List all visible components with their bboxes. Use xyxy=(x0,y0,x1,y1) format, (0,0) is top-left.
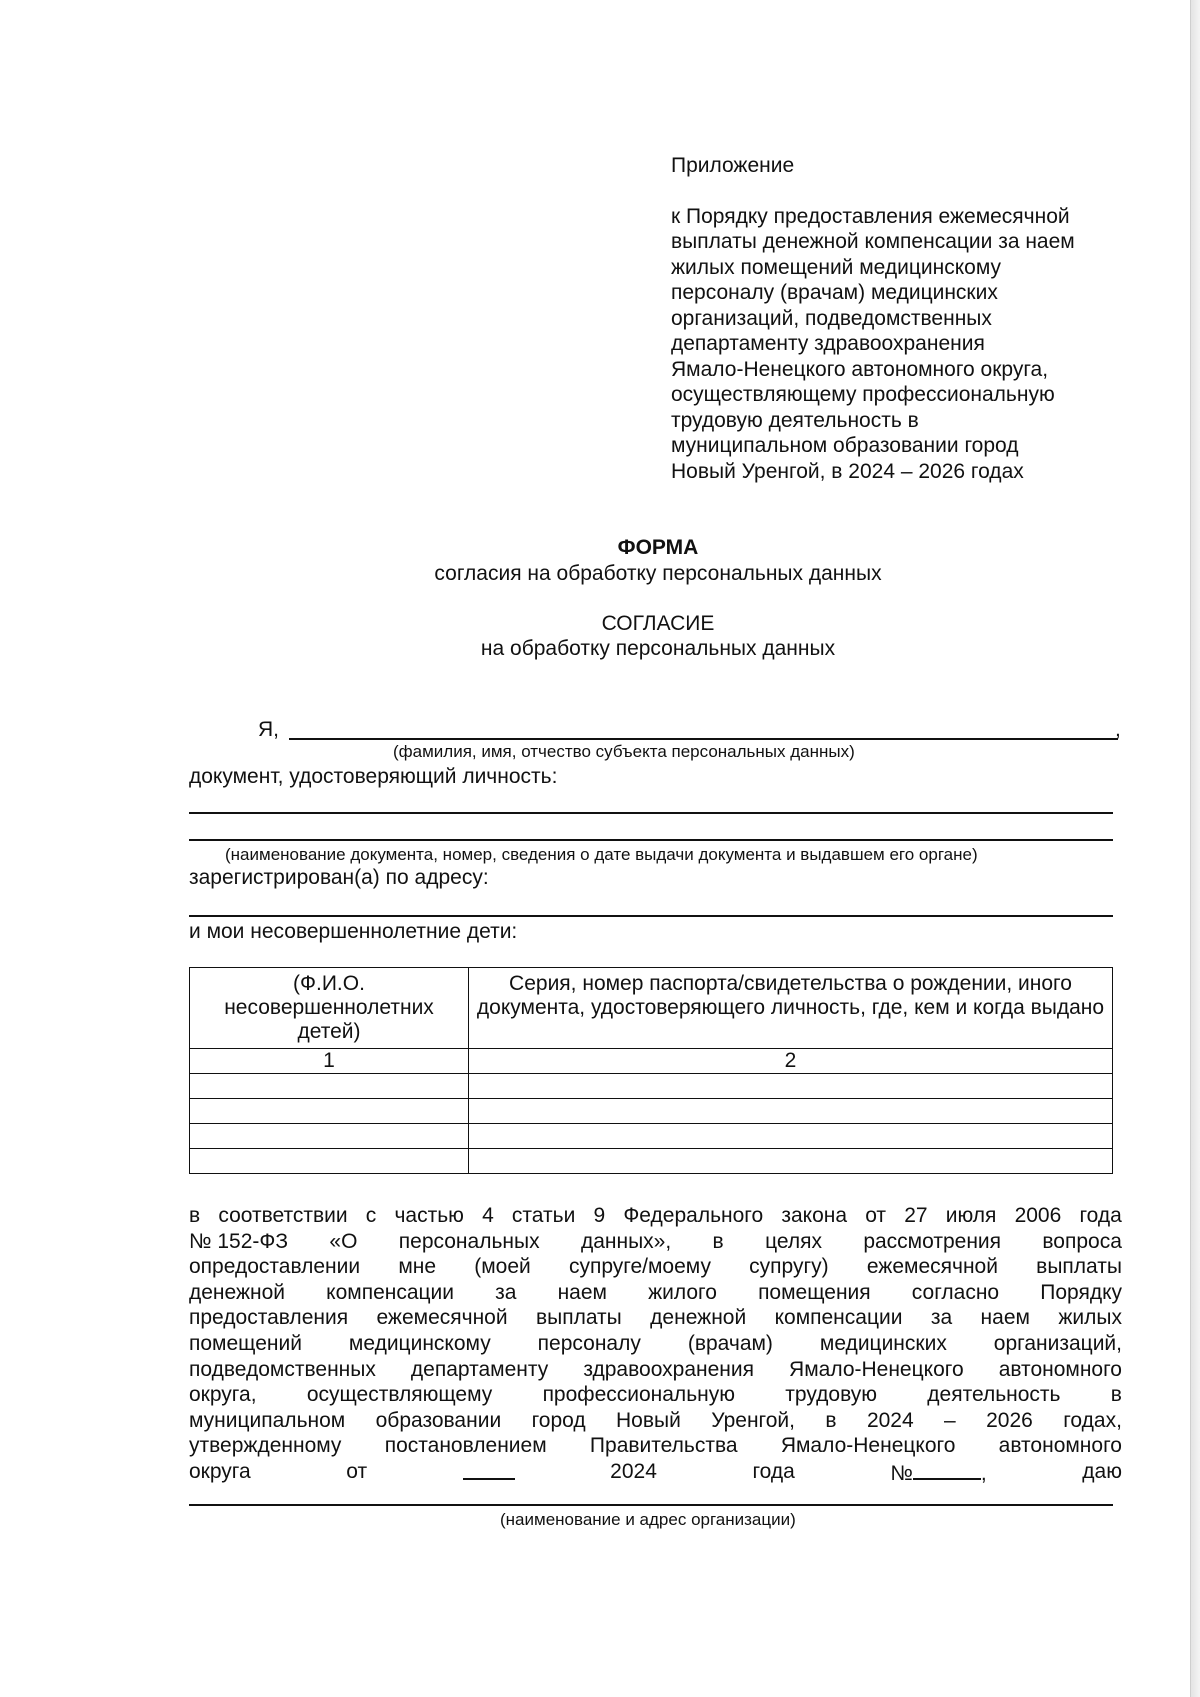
paragraph-word: 4 xyxy=(482,1204,494,1227)
paragraph-word: года xyxy=(1079,1204,1122,1227)
paragraph-word: от xyxy=(865,1204,887,1227)
paragraph-word: здравоохранения xyxy=(583,1357,754,1381)
paragraph-word: деятельность xyxy=(927,1383,1061,1407)
paragraph-line xyxy=(189,1408,1122,1434)
paragraph-word: годах, xyxy=(1063,1408,1122,1432)
paragraph-word: соответствии xyxy=(218,1204,348,1227)
paragraph-word: ежемесячной xyxy=(376,1306,508,1330)
document-field-line-1[interactable] xyxy=(189,812,1113,814)
appendix-text xyxy=(671,204,1141,485)
paragraph-word: персоналу xyxy=(537,1331,641,1355)
paragraph-word: 2024 xyxy=(610,1459,657,1483)
table-cell[interactable] xyxy=(469,1074,1113,1099)
paragraph-word: ежемесячной xyxy=(866,1255,998,1279)
paragraph-word: мне xyxy=(398,1255,437,1279)
paragraph-word: Порядку xyxy=(1040,1280,1122,1304)
paragraph-word: подведомственных xyxy=(189,1357,376,1381)
paragraph-word: Правительства xyxy=(589,1434,738,1458)
table-number-col1: 1 xyxy=(190,1049,469,1074)
form-subtitle: согласия на обработку персональных данных xyxy=(434,562,882,585)
paragraph-word: рассмотрения xyxy=(863,1229,1002,1253)
appendix-block xyxy=(671,153,1141,484)
paragraph-word: округа xyxy=(189,1459,251,1483)
document-field-line-2[interactable] xyxy=(189,839,1113,841)
consent-paragraph xyxy=(189,1203,1122,1487)
organization-caption: (наименование и адрес организации) xyxy=(500,1510,796,1529)
paragraph-word: июля xyxy=(945,1204,997,1227)
paragraph-word: персональных xyxy=(398,1229,540,1253)
paragraph-word: данных», xyxy=(580,1229,672,1253)
paragraph-word: согласно xyxy=(911,1280,1000,1304)
appendix-line: муниципальном образовании город xyxy=(671,434,1019,457)
paragraph-word: (моей xyxy=(474,1255,531,1279)
table-header-col1: (Ф.И.О. несовершеннолетних детей) xyxy=(190,968,469,1049)
table-cell[interactable] xyxy=(190,1099,469,1124)
paragraph-word: трудовую xyxy=(785,1383,878,1407)
page-edge xyxy=(1190,0,1200,1697)
paragraph-word: закона xyxy=(781,1204,848,1227)
number-blank[interactable] xyxy=(913,1459,981,1480)
paragraph-word: Новый xyxy=(615,1408,681,1432)
consent-title: СОГЛАСИЕ xyxy=(601,612,715,635)
paragraph-word: жилого xyxy=(648,1280,717,1304)
table-cell[interactable] xyxy=(469,1149,1113,1174)
paragraph-word: компенсации xyxy=(774,1306,903,1330)
paragraph-word: наем xyxy=(980,1306,1030,1330)
appendix-line: жилых помещений медицинскому xyxy=(671,255,1002,279)
paragraph-word: 2006 xyxy=(1014,1204,1062,1227)
paragraph-word: компенсации xyxy=(326,1280,455,1304)
paragraph-word: жилых xyxy=(1058,1306,1122,1330)
i-label: Я, xyxy=(258,718,279,741)
appendix-line: персоналу (врачам) медицинских xyxy=(671,281,998,304)
paragraph-word: даю xyxy=(1082,1459,1122,1483)
paragraph-word: целях xyxy=(765,1229,822,1253)
children-label: и мои несовершеннолетние дети: xyxy=(189,920,518,943)
paragraph-word: , xyxy=(980,1461,987,1485)
paragraph-word: денежной xyxy=(650,1306,747,1330)
paragraph-word: Ямало-Ненецкого xyxy=(780,1434,956,1458)
paragraph-word: частью xyxy=(394,1204,464,1227)
table-cell[interactable] xyxy=(190,1074,469,1099)
table-number-col2: 2 xyxy=(469,1049,1113,1074)
paragraph-word: автономного xyxy=(998,1434,1122,1458)
table-cell[interactable] xyxy=(190,1149,469,1174)
paragraph-word: автономного xyxy=(998,1357,1122,1381)
paragraph-word: года xyxy=(752,1459,795,1483)
paragraph-word: 9 xyxy=(593,1204,606,1227)
appendix-line: департаменту здравоохранения xyxy=(671,332,985,355)
paragraph-word: профессиональную xyxy=(542,1383,735,1407)
paragraph-word: (врачам) xyxy=(687,1331,773,1355)
paragraph-word: организаций, xyxy=(993,1331,1122,1355)
appendix-line: к Порядку предоставления ежемесячной xyxy=(671,204,1070,228)
paragraph-word: вопроса xyxy=(1042,1229,1122,1253)
table-row xyxy=(190,1124,1113,1149)
table-row xyxy=(190,1149,1113,1174)
paragraph-word: Федерального xyxy=(623,1204,764,1227)
paragraph-word: супруге/моему xyxy=(568,1255,711,1279)
paragraph-line xyxy=(189,1203,1122,1229)
paragraph-word: 2026 xyxy=(986,1408,1033,1432)
address-field-line[interactable] xyxy=(189,915,1113,917)
paragraph-word: помещения xyxy=(758,1280,871,1304)
name-caption: (фамилия, имя, отчество субъекта персональных данных) xyxy=(393,742,855,761)
paragraph-word: – xyxy=(944,1408,956,1432)
paragraph-word: муниципальном xyxy=(189,1408,346,1432)
table-cell[interactable] xyxy=(469,1099,1113,1124)
appendix-line: организаций, подведомственных xyxy=(671,306,992,330)
table-cell[interactable] xyxy=(190,1124,469,1149)
form-title: ФОРМА xyxy=(617,536,699,559)
paragraph-word: Уренгой, xyxy=(711,1408,795,1432)
document-label: документ, удостоверяющий личность: xyxy=(189,765,558,788)
paragraph-word: № 152-ФЗ xyxy=(189,1229,289,1253)
paragraph-word: образовании xyxy=(375,1408,502,1432)
paragraph-word: город xyxy=(531,1408,586,1432)
appendix-line: осуществляющему профессиональную xyxy=(671,383,1055,406)
paragraph-line xyxy=(189,1280,1122,1306)
appendix-line: Ямало-Ненецкого автономного округа, xyxy=(671,357,1049,381)
paragraph-word: с xyxy=(365,1204,377,1227)
address-label: зарегистрирован(а) по адресу: xyxy=(189,866,489,889)
table-header-col2: Серия, номер паспорта/свидетельства о рождении, иного документа, удостоверяющего личность, где, кем и когда выдано xyxy=(469,968,1113,1049)
table-number-row xyxy=(190,1049,1113,1074)
paragraph-word: в xyxy=(825,1408,837,1432)
appendix-line: Новый Уренгой, в 2024 – 2026 годах xyxy=(671,459,1024,483)
paragraph-word: в xyxy=(712,1229,724,1253)
paragraph-word: округа, xyxy=(189,1383,257,1407)
paragraph-word: денежной xyxy=(189,1280,286,1304)
paragraph-word: в xyxy=(1110,1383,1122,1407)
paragraph-word: медицинскому xyxy=(348,1331,491,1355)
paragraph-word: департаменту xyxy=(410,1357,549,1381)
date-blank[interactable] xyxy=(463,1459,515,1480)
table-row xyxy=(190,1074,1113,1099)
paragraph-line xyxy=(189,1254,1122,1280)
paragraph-word: опредоставлении xyxy=(189,1255,361,1279)
paragraph-word: за xyxy=(495,1280,517,1304)
paragraph-line xyxy=(189,1433,1122,1459)
paragraph-word: в xyxy=(189,1204,201,1227)
children-table xyxy=(189,967,1113,1174)
i-line-comma: , xyxy=(1115,718,1121,741)
paragraph-word: Ямало-Ненецкого xyxy=(789,1357,964,1381)
paragraph-line xyxy=(189,1382,1122,1408)
paragraph-word: от xyxy=(346,1459,368,1483)
appendix-line: трудовую деятельность в xyxy=(671,408,919,432)
number-group xyxy=(890,1459,986,1487)
paragraph-word: предоставления xyxy=(189,1306,349,1330)
paragraph-word: 27 xyxy=(904,1204,928,1227)
paragraph-word: помещений xyxy=(189,1331,302,1355)
name-field-line[interactable] xyxy=(289,738,1118,740)
paragraph-word: за xyxy=(930,1306,953,1330)
consent-subtitle: на обработку персональных данных xyxy=(480,637,836,660)
paragraph-word: супругу) xyxy=(749,1255,829,1279)
document-caption: (наименование документа, номер, сведения о дате выдачи документа и выдавшем его органе) xyxy=(225,845,978,864)
paragraph-word: выплаты xyxy=(1036,1255,1122,1279)
table-cell[interactable] xyxy=(469,1124,1113,1149)
paragraph-word: постановлением xyxy=(384,1434,547,1458)
paragraph-word: статьи xyxy=(511,1204,576,1227)
paragraph-last-line xyxy=(189,1459,1122,1487)
paragraph-word: 2024 xyxy=(866,1408,914,1432)
organization-field-line[interactable] xyxy=(189,1504,1113,1506)
paragraph-word: выплаты xyxy=(535,1306,622,1330)
paragraph-line xyxy=(189,1331,1122,1357)
paragraph-word: медицинских xyxy=(819,1331,947,1355)
paragraph-word: осуществляющему xyxy=(306,1383,493,1407)
paragraph-line xyxy=(189,1357,1122,1383)
paragraph-word: № xyxy=(890,1461,913,1485)
paragraph-line xyxy=(189,1229,1122,1255)
appendix-label: Приложение xyxy=(671,154,795,177)
paragraph-lines xyxy=(189,1203,1122,1459)
paragraph-word: наем xyxy=(557,1280,607,1304)
table-row xyxy=(190,1099,1113,1124)
paragraph-line xyxy=(189,1305,1122,1331)
paragraph-word: утвержденному xyxy=(189,1434,342,1458)
appendix-line: выплаты денежной компенсации за наем xyxy=(671,230,1075,253)
table-header-row xyxy=(190,968,1113,1049)
paragraph-word: «О xyxy=(329,1229,358,1253)
